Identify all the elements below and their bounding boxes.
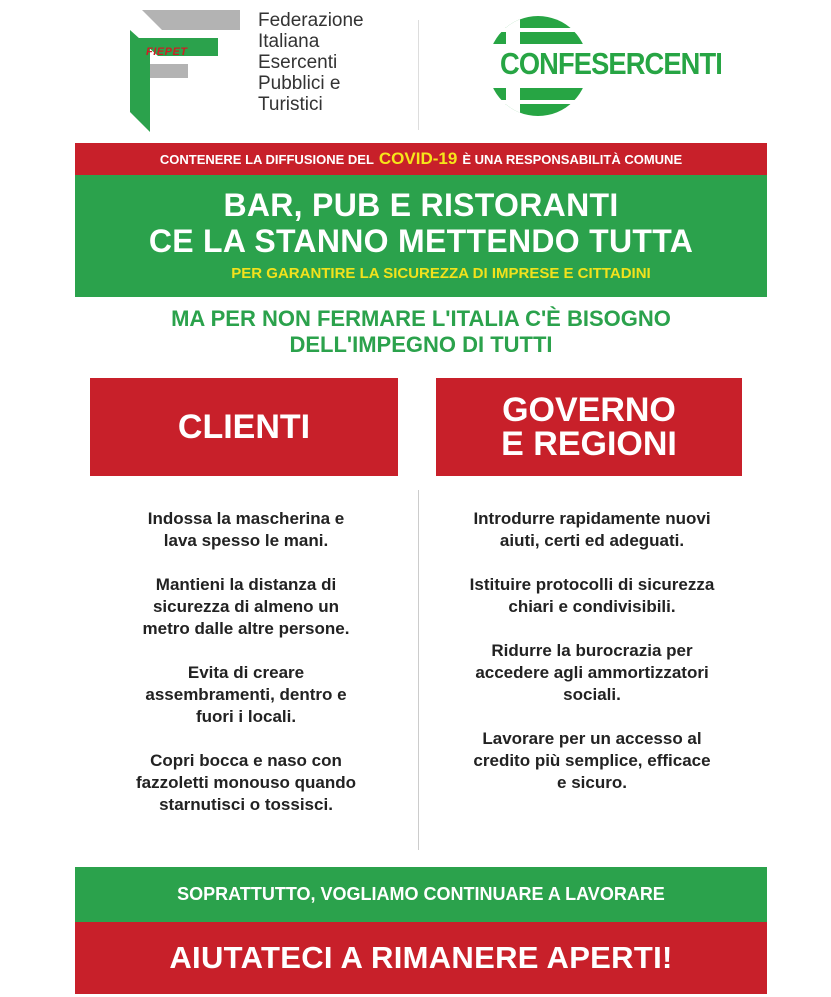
list-item: Indossa la mascherina e lava spesso le mani. (147, 509, 345, 550)
clienti-list (96, 508, 396, 838)
fiepet-logo-icon (128, 8, 248, 134)
fiepet-logo (128, 8, 388, 134)
list-item: Istituire protocolli di sicurezza chiari e condivisibili. (469, 575, 715, 616)
bottom-red-banner: AIUTATECI A RIMANERE APERTI! (75, 922, 767, 994)
clienti-header: CLIENTI (90, 378, 398, 476)
top-banner-after: È UNA RESPONSABILITÀ COMUNE (462, 151, 683, 167)
main-title: BAR, PUB E RISTORANTI CE LA STANNO METTENDO TUTTA (148, 187, 694, 259)
fiepet-name: Federazione Italiana Esercenti Pubblici e Turistici (258, 10, 364, 115)
list-item: Ridurre la burocrazia per accedere agli ammortizzatori sociali. (475, 641, 709, 704)
bottom-green-banner: SOPRATTUTTO, VOGLIAMO CONTINUARE A LAVORARE (75, 867, 767, 922)
confesercenti-name: CONFESERCENTI (500, 46, 722, 81)
governo-header: GOVERNO E REGIONI (436, 378, 742, 476)
column-divider (418, 490, 419, 850)
list-item: Copri bocca e naso con fazzoletti monouso quando starnutisci o tossisci. (135, 751, 357, 814)
list-item: Introdurre rapidamente nuovi aiuti, certi ed adeguati. (473, 509, 711, 550)
top-banner-covid: COVID-19 (378, 149, 458, 168)
top-banner-before: CONTENERE LA DIFFUSIONE DEL (159, 151, 374, 167)
main-banner (75, 175, 767, 297)
governo-list (442, 508, 742, 816)
confesercenti-logo (486, 14, 746, 119)
main-subtitle: PER GARANTIRE LA SICUREZZA DI IMPRESE E CITTADINI (231, 265, 651, 282)
top-banner (75, 143, 767, 175)
list-item: Evita di creare assembramenti, dentro e fuori i locali. (145, 663, 347, 726)
fiepet-label: FIEPET (146, 46, 188, 58)
header-divider (418, 20, 419, 130)
list-item: Mantieni la distanza di sicurezza di almeno un metro dalle altre persone. (142, 575, 350, 638)
headline: MA PER NON FERMARE L'ITALIA C'È BISOGNO DELL'IMPEGNO DI TUTTI (171, 306, 671, 357)
list-item: Lavorare per un accesso al credito più semplice, efficace e sicuro. (473, 729, 711, 792)
